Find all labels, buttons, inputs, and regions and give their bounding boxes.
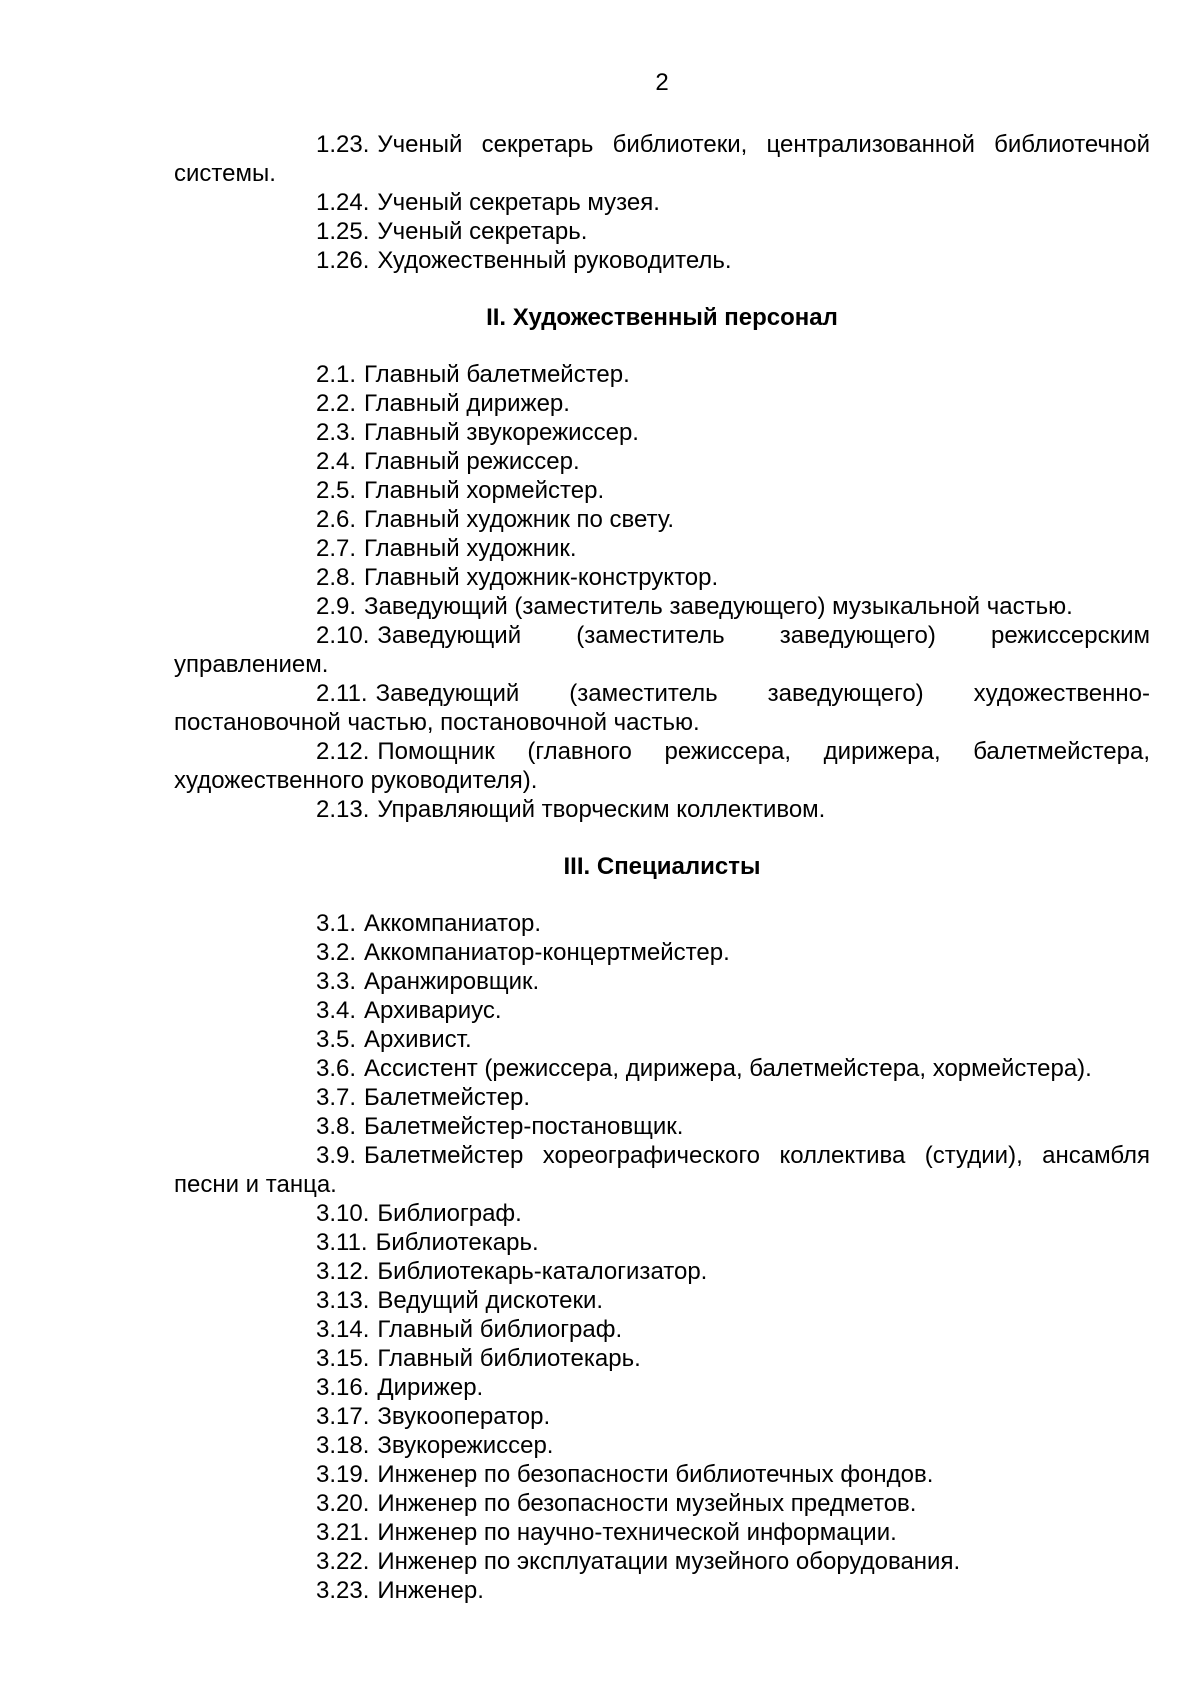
list-item (174, 1141, 1150, 1199)
list-item (174, 996, 1150, 1025)
item-text: Заведующий (заместитель заведующего) режиссерским управлением. (174, 622, 1150, 678)
item-text: Главный режиссер. (364, 448, 580, 475)
item-number: 1.23. (316, 131, 370, 158)
list-item (174, 621, 1150, 679)
item-text: Ассистент (режиссера, дирижера, балетмейстера, хормейстера). (364, 1055, 1092, 1082)
page-number: 2 (655, 69, 669, 96)
item-number: 3.22. (316, 1548, 370, 1575)
list-item (174, 1199, 1150, 1228)
item-number: 3.19. (316, 1461, 370, 1488)
list-item (174, 534, 1150, 563)
item-number: 1.25. (316, 218, 370, 245)
item-text: Главный художник по свету. (364, 506, 675, 533)
item-text: Ученый секретарь библиотеки, централизованной библиотечной системы. (174, 131, 1150, 187)
list-item (174, 592, 1150, 621)
item-text: Звукооператор. (377, 1403, 551, 1430)
item-number: 3.1. (316, 910, 357, 937)
list-item (174, 1547, 1150, 1576)
list-item (174, 1344, 1150, 1373)
list-item (174, 246, 1150, 275)
item-number: 3.17. (316, 1403, 370, 1430)
item-text: Аккомпаниатор. (364, 910, 542, 937)
list-item (174, 1460, 1150, 1489)
item-text: Инженер. (377, 1577, 484, 1604)
item-text: Заведующий (заместитель заведующего) музыкальной частью. (364, 593, 1073, 620)
item-number: 2.13. (316, 796, 370, 823)
list-item (174, 505, 1150, 534)
item-text: Управляющий творческим коллективом. (377, 796, 826, 823)
list-item (174, 1054, 1150, 1083)
item-number: 3.8. (316, 1113, 357, 1140)
item-text: Балетмейстер хореографического коллектива (студии), ансамбля песни и танца. (174, 1142, 1150, 1198)
item-number: 1.24. (316, 189, 370, 216)
list-item (174, 1228, 1150, 1257)
item-number: 3.7. (316, 1084, 357, 1111)
list-item (174, 1083, 1150, 1112)
item-number: 2.7. (316, 535, 357, 562)
section-heading-artistic-staff: II. Художественный персонал (486, 304, 838, 331)
section-heading-specialists: III. Специалисты (563, 853, 761, 880)
item-number: 2.12. (316, 738, 370, 765)
item-text: Аккомпаниатор-концертмейстер. (364, 939, 730, 966)
item-text: Звукорежиссер. (377, 1432, 554, 1459)
list-item (174, 130, 1150, 188)
list-item (174, 1257, 1150, 1286)
item-number: 3.6. (316, 1055, 357, 1082)
item-text: Главный балетмейстер. (364, 361, 630, 388)
list-item (174, 360, 1150, 389)
item-text: Библиограф. (377, 1200, 522, 1227)
list-item (174, 1431, 1150, 1460)
item-text: Библиотекарь-каталогизатор. (377, 1258, 708, 1285)
item-number: 2.1. (316, 361, 357, 388)
specialists-list (174, 909, 1150, 1605)
item-text: Ученый секретарь. (377, 218, 588, 245)
item-number: 3.16. (316, 1374, 370, 1401)
item-text: Главный библиотекарь. (377, 1345, 641, 1372)
item-number: 3.23. (316, 1577, 370, 1604)
item-text: Ведущий дискотеки. (377, 1287, 604, 1314)
item-text: Художественный руководитель. (377, 247, 732, 274)
list-item (174, 1373, 1150, 1402)
item-text: Балетмейстер-постановщик. (364, 1113, 684, 1140)
item-number: 3.11. (316, 1229, 368, 1256)
item-text: Главный звукорежиссер. (364, 419, 639, 446)
item-number: 2.4. (316, 448, 357, 475)
item-number: 3.9. (316, 1142, 357, 1169)
item-number: 3.3. (316, 968, 357, 995)
item-text: Дирижер. (377, 1374, 484, 1401)
list-item (174, 1518, 1150, 1547)
item-text: Библиотекарь. (375, 1229, 539, 1256)
list-item (174, 389, 1150, 418)
item-number: 3.14. (316, 1316, 370, 1343)
item-text: Заведующий (заместитель заведующего) художественно-постановочной частью, постановочной частью. (174, 680, 1150, 736)
list-item (174, 1576, 1150, 1605)
item-number: 2.3. (316, 419, 357, 446)
list-item (174, 938, 1150, 967)
item-number: 3.10. (316, 1200, 370, 1227)
document-page (174, 68, 1150, 1605)
item-text: Инженер по безопасности музейных предметов. (377, 1490, 917, 1517)
item-number: 3.5. (316, 1026, 357, 1053)
intro-list (174, 130, 1150, 275)
list-item (174, 447, 1150, 476)
item-number: 3.12. (316, 1258, 370, 1285)
item-text: Архивист. (364, 1026, 472, 1053)
item-text: Главный библиограф. (377, 1316, 623, 1343)
item-number: 2.2. (316, 390, 357, 417)
list-item (174, 1315, 1150, 1344)
item-text: Инженер по эксплуатации музейного оборудования. (377, 1548, 961, 1575)
list-item (174, 737, 1150, 795)
item-text: Главный художник-конструктор. (364, 564, 719, 591)
list-item (174, 188, 1150, 217)
list-item (174, 1025, 1150, 1054)
item-number: 2.5. (316, 477, 357, 504)
item-text: Главный хормейстер. (364, 477, 605, 504)
list-item (174, 1402, 1150, 1431)
item-number: 3.15. (316, 1345, 370, 1372)
item-text: Помощник (главного режиссера, дирижера, балетмейстера, художественного руководителя). (174, 738, 1150, 794)
list-item (174, 418, 1150, 447)
list-item (174, 563, 1150, 592)
item-number: 2.8. (316, 564, 357, 591)
item-number: 3.20. (316, 1490, 370, 1517)
list-item (174, 1112, 1150, 1141)
item-text: Главный дирижер. (364, 390, 570, 417)
item-number: 2.9. (316, 593, 357, 620)
list-item (174, 679, 1150, 737)
item-text: Инженер по научно-технической информации. (377, 1519, 897, 1546)
item-number: 3.18. (316, 1432, 370, 1459)
item-text: Балетмейстер. (364, 1084, 531, 1111)
artistic-staff-list (174, 360, 1150, 824)
item-text: Ученый секретарь музея. (377, 189, 660, 216)
item-text: Инженер по безопасности библиотечных фондов. (377, 1461, 934, 1488)
list-item (174, 967, 1150, 996)
item-number: 2.10. (316, 622, 370, 649)
item-number: 1.26. (316, 247, 370, 274)
list-item (174, 1489, 1150, 1518)
item-number: 3.13. (316, 1287, 370, 1314)
item-text: Главный художник. (364, 535, 577, 562)
item-number: 3.21. (316, 1519, 370, 1546)
item-number: 2.6. (316, 506, 357, 533)
list-item (174, 217, 1150, 246)
item-number: 2.11. (316, 680, 368, 707)
item-number: 3.2. (316, 939, 357, 966)
list-item (174, 909, 1150, 938)
list-item (174, 795, 1150, 824)
list-item (174, 476, 1150, 505)
item-text: Архивариус. (364, 997, 502, 1024)
list-item (174, 1286, 1150, 1315)
item-number: 3.4. (316, 997, 357, 1024)
item-text: Аранжировщик. (364, 968, 540, 995)
